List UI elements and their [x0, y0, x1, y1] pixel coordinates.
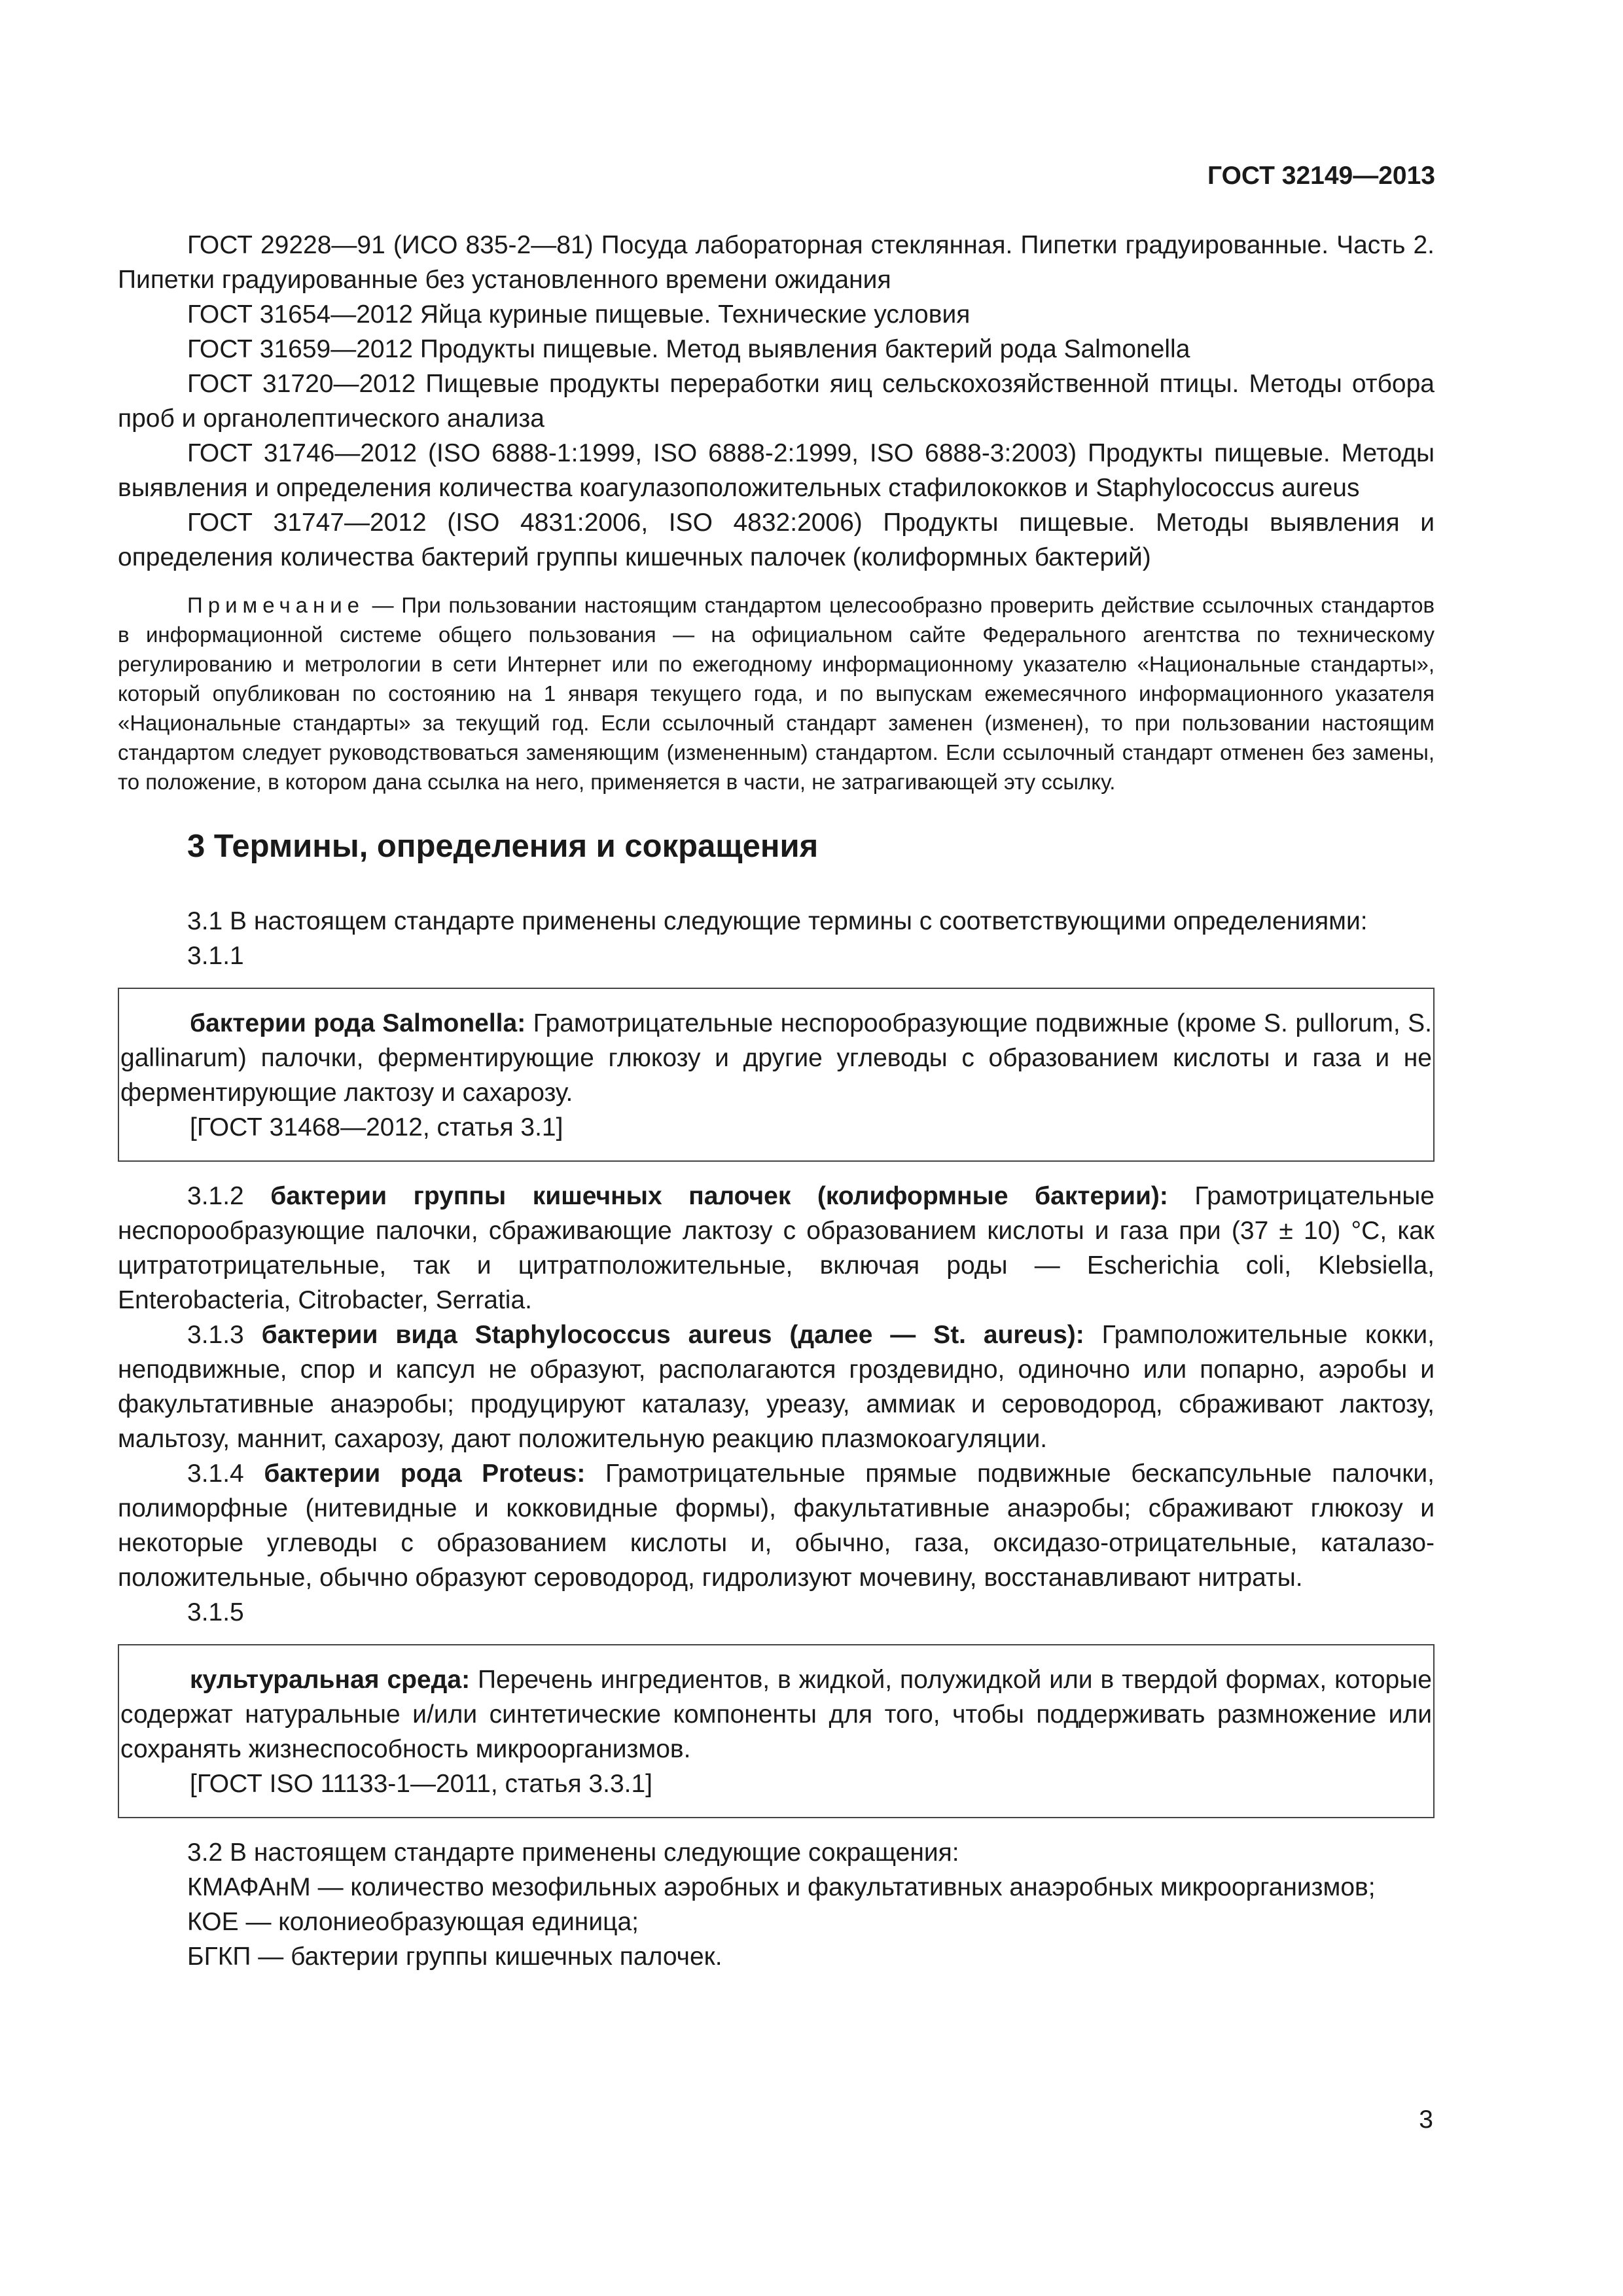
reference-item: ГОСТ 31747—2012 (ISO 4831:2006, ISO 4832:2006) Продукты пищевые. Методы выявления и определения количества бактерий группы кишечных палочек (колиформных бактерий): [118, 509, 1435, 571]
definition-text: Грамотрицательные неспорообразующие палочки, сбраживающие лактозу с образованием кислоты и газа при (37 ± 10) °С, как цитратотрицательные, так и цитратположительные, включая роды — Escherichia coli, Klebsiella, Enterobacteria, Citrobacter, Serratia.: [118, 1182, 1435, 1314]
definition-text: Грамотрицательные прямые подвижные бескапсульные палочки, полиморфные (нитевидные и кокковидные формы), факультативные анаэробы; сбраживают глюкозу и некоторые углеводы с образованием кислоты и, обычно, газа, оксидазо-отрицательные, каталазо-положительные, обычно образуют сероводород, гидролизуют мочевину, восстанавливают нитраты.: [118, 1460, 1435, 1592]
note-text: — При пользовании настоящим стандартом целесообразно проверить действие ссылочных стандартов в информационной системе общего пользования — на официальном сайте Федерального агентства по техническому регулированию и метрологии в сети Интернет или по ежегодному информационному указателю «Национальные стандарты», который опубликован по состоянию на 1 января текущего года, и по выпускам ежемесячного информационного указателя «Национальные стандарты» за текущий год. Если ссылочный стандарт заменен (изменен), то при пользовании настоящим стандартом следует руководствоваться заменяющим (измененным) стандартом. Если ссылочный стандарт отменен без замены, то положение, в котором дана ссылка на него, применяется в части, не затрагивающей эту ссылку.: [118, 593, 1435, 794]
term-box-salmonella: [118, 988, 1435, 1162]
term-definition: [120, 1006, 1432, 1110]
term-definition: [120, 1662, 1432, 1767]
clause-number: 3.1.2: [187, 1182, 271, 1210]
reference-item: ГОСТ 31720—2012 Пищевые продукты переработки яиц сельскохозяйственной птицы. Методы отбора проб и органолептического анализа: [118, 370, 1435, 433]
reference-item: ГОСТ 31654—2012 Яйца куриные пищевые. Технические условия: [187, 300, 971, 329]
clause-3-1-1-number: 3.1.1: [187, 942, 244, 970]
term-box-culture-medium: [118, 1644, 1435, 1818]
clause-number: 3.1.4: [187, 1460, 264, 1488]
term-name: культуральная среда:: [190, 1666, 471, 1694]
reference-item: ГОСТ 31746—2012 (ISO 6888-1:1999, ISO 6888-2:1999, ISO 6888-3:2003) Продукты пищевые. Методы выявления и определения количества коагулазоположительных стафилококков и Staphylococcus aureus: [118, 439, 1435, 502]
reference-item: ГОСТ 31659—2012 Продукты пищевые. Метод выявления бактерий рода Salmonella: [187, 335, 1190, 363]
clause-3-1-2: [118, 1179, 1435, 1318]
page-number: 3: [1419, 2106, 1433, 2134]
abbreviation-item: БГКП — бактерии группы кишечных палочек.: [187, 1943, 722, 1971]
clause-3-1-3: [118, 1318, 1435, 1456]
clause-3-2: 3.2 В настоящем стандарте применены следующие сокращения:: [187, 1839, 959, 1867]
abbreviation-item: КМАФАнМ — количество мезофильных аэробных и факультативных анаэробных микроорганизмов;: [187, 1873, 1376, 1901]
definition-text: Грамотрицательные неспорообразующие подвижные (кроме S. pullorum, S. gallinarum) палочки, ферментирующие глюкозу и другие углеводы с образованием кислоты и газа и не ферментирующие лактозу и сахарозу.: [120, 1009, 1432, 1107]
page-body: [118, 228, 1435, 1974]
note-label: Примечание: [187, 593, 365, 617]
term-name: бактерии вида Staphylococcus aureus (далее — St. aureus):: [261, 1321, 1084, 1349]
clause-3-1-5-number: 3.1.5: [187, 1598, 244, 1626]
section-heading: 3 Термины, определения и сокращения: [187, 829, 819, 864]
term-name: бактерии рода Proteus:: [264, 1460, 586, 1488]
term-source: [ГОСТ ISO 11133-1—2011, статья 3.3.1]: [190, 1770, 652, 1798]
reference-item: ГОСТ 29228—91 (ИСО 835-2—81) Посуда лабораторная стеклянная. Пипетки градуированные. Часть 2. Пипетки градуированные без установленного времени ожидания: [118, 231, 1435, 294]
definition-text: Перечень ингредиентов, в жидкой, полужидкой или в твердой формах, которые содержат натуральные и/или синтетические компоненты для того, чтобы поддерживать размножение или сохранять жизнеспособность микроорганизмов.: [120, 1666, 1432, 1763]
term-name: бактерии рода Salmonella:: [190, 1009, 526, 1037]
clause-3-1-4: [118, 1456, 1435, 1595]
document-code-header: ГОСТ 32149—2013: [1207, 162, 1435, 190]
abbreviation-item: КОЕ — колониеобразующая единица;: [187, 1908, 639, 1936]
clause-3-1: 3.1 В настоящем стандарте применены следующие термины с соответствующими определениями:: [187, 907, 1368, 935]
term-source: [ГОСТ 31468—2012, статья 3.1]: [190, 1113, 563, 1141]
note-paragraph: [118, 590, 1435, 797]
term-name: бактерии группы кишечных палочек (колиформные бактерии):: [270, 1182, 1168, 1210]
definition-text: Грамположительные кокки, неподвижные, спор и капсул не образуют, располагаются гроздевидно, одиночно или попарно, аэробы и факультативные анаэробы; продуцируют каталазу, уреазу, аммиак и сероводород, сбраживают лактозу, мальтозу, маннит, сахарозу, дают положительную реакцию плазмокоагуляции.: [118, 1321, 1435, 1453]
clause-number: 3.1.3: [187, 1321, 262, 1349]
